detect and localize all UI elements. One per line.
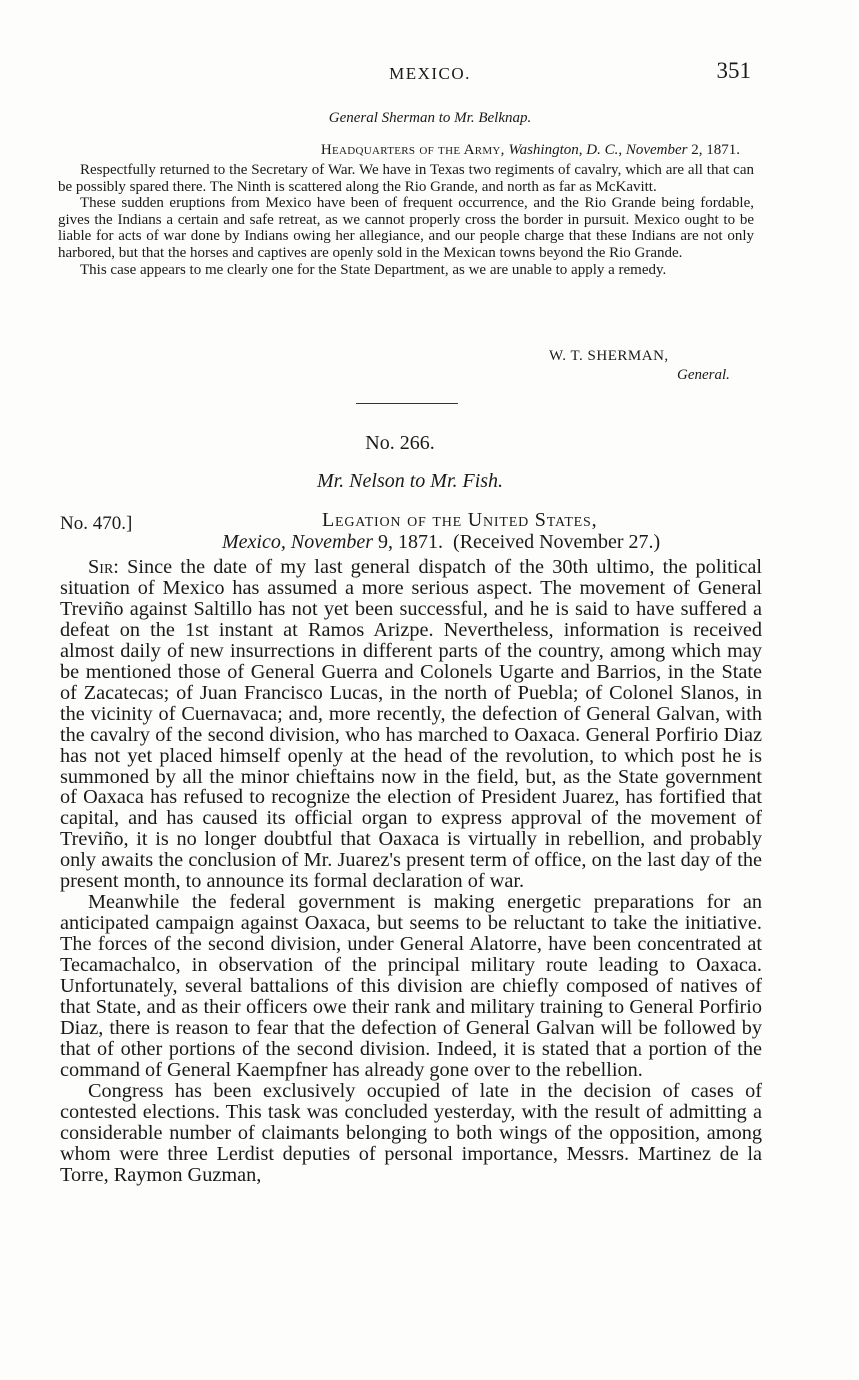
received-date: (Received November 27.) (453, 531, 661, 553)
letter-body-nelson (60, 557, 762, 1186)
page-number: 351 (716, 58, 751, 83)
despatch-number: No. 470.] (60, 513, 133, 534)
paragraph: Meanwhile the federal government is making energetic preparations for an anticipated campaign against Oaxaca, but seems to be reluctant to take the initiative. The forces of the second division, under General Alatorre, have been concentrated at Tecamachalco, in observation of the principal military route leading to Oaxaca. Unfortunately, several battalions of this division are chiefly composed of natives of that State, and as their officers owe their rank and military training to General Porfirio Diaz, there is reason to fear that the defection of General Galvan will be followed by that of other portions of the second division. Indeed, it is stated that a portion of the command of General Kaempfner has already gone over to the rebellion. (60, 891, 762, 1081)
paragraph: These sudden eruptions from Mexico have been of frequent occurrence, and the Rio Grande being fordable, gives the Indians a certain and safe retreat, as we cannot properly cross the border in pursuit. Mexico ought to be liable for acts of war done by Indians owing her allegiance, and our people charge that these Indians are not only harbored, but that the horses and captives are openly sold in the Mexican towns beyond the Rio Grande. (58, 195, 754, 261)
dateline-location: Washington, D. C., November (508, 142, 688, 158)
section-divider (356, 403, 458, 404)
letter-heading-nelson: Mr. Nelson to Mr. Fish. (316, 470, 504, 492)
legation-line (322, 509, 597, 532)
dateline-date: 2, 1871. (691, 142, 740, 158)
dateline-nelson (222, 531, 660, 554)
legation-name: Legation of the United States, (322, 509, 598, 531)
letter-heading-sherman: General Sherman to Mr. Belknap. (328, 110, 532, 126)
document-number: No. 266. (365, 432, 435, 454)
letter-dateline-sherman (60, 142, 740, 159)
paragraph: This case appears to me clearly one for the State Department, as we are unable to apply a remedy. (80, 261, 667, 278)
paragraph (60, 557, 762, 892)
dateline-place: Headquarters of the Army, (320, 142, 505, 158)
letter-body-sherman (58, 162, 754, 278)
salutation: Sir: (88, 556, 119, 578)
signature: W. T. SHERMAN, (549, 348, 669, 364)
dateline-place: Mexico, November (222, 531, 374, 553)
dateline-date: 9, 1871. (378, 531, 444, 553)
running-head (0, 58, 859, 92)
signature-title: General. (677, 367, 730, 383)
paragraph-text: Since the date of my last general dispatch of the 30th ultimo, the political situation of Mexico has assumed a more serious aspect. The movement of General Treviño against Saltillo has not yet been successful, and he is said to have suffered a defeat on the 1st instant at Ramos Arizpe. Nevertheless, information is received almost daily of new insurrections in different parts of the country, among which may be mentioned those of General Guerra and Colonels Ugarte and Barrios, in the State of Zacatecas; of Juan Francisco Lucas, in the north of Puebla; of Colonel Slanos, in the vicinity of Cuernavaca; and, more recently, the defection of General Galvan, with the cavalry of the second division, who has marched to Oaxaca. General Porfirio Diaz has not yet placed himself openly at the head of the revolution, to which post he is summoned by all the minor chieftains now in the field, but, as the State government of Oaxaca has refused to recognize the election of President Juarez, has fortified that capital, and has caused its official organ to express approval of the movement of Treviño, it is no longer doubtful that Oaxaca is virtually in rebellion, and probably only awaits the conclusion of Mr. Juarez's present term of office, on the last day of the present month, to announce its formal declaration of war. (60, 556, 763, 893)
running-title: MEXICO. (389, 64, 471, 83)
paragraph: Congress has been exclusively occupied of late in the decision of cases of contested elections. This task was concluded yesterday, with the result of admitting a considerable number of claimants belonging to both wings of the opposition, among whom were three Lerdist deputies of personal importance, Messrs. Martinez de la Torre, Raymon Guzman, (60, 1079, 762, 1186)
paragraph: Respectfully returned to the Secretary of War. We have in Texas two regiments of cavalry, which are all that can be possibly spared there. The Ninth is scattered along the Rio Grande, and north as far as McKavitt. (58, 162, 754, 195)
